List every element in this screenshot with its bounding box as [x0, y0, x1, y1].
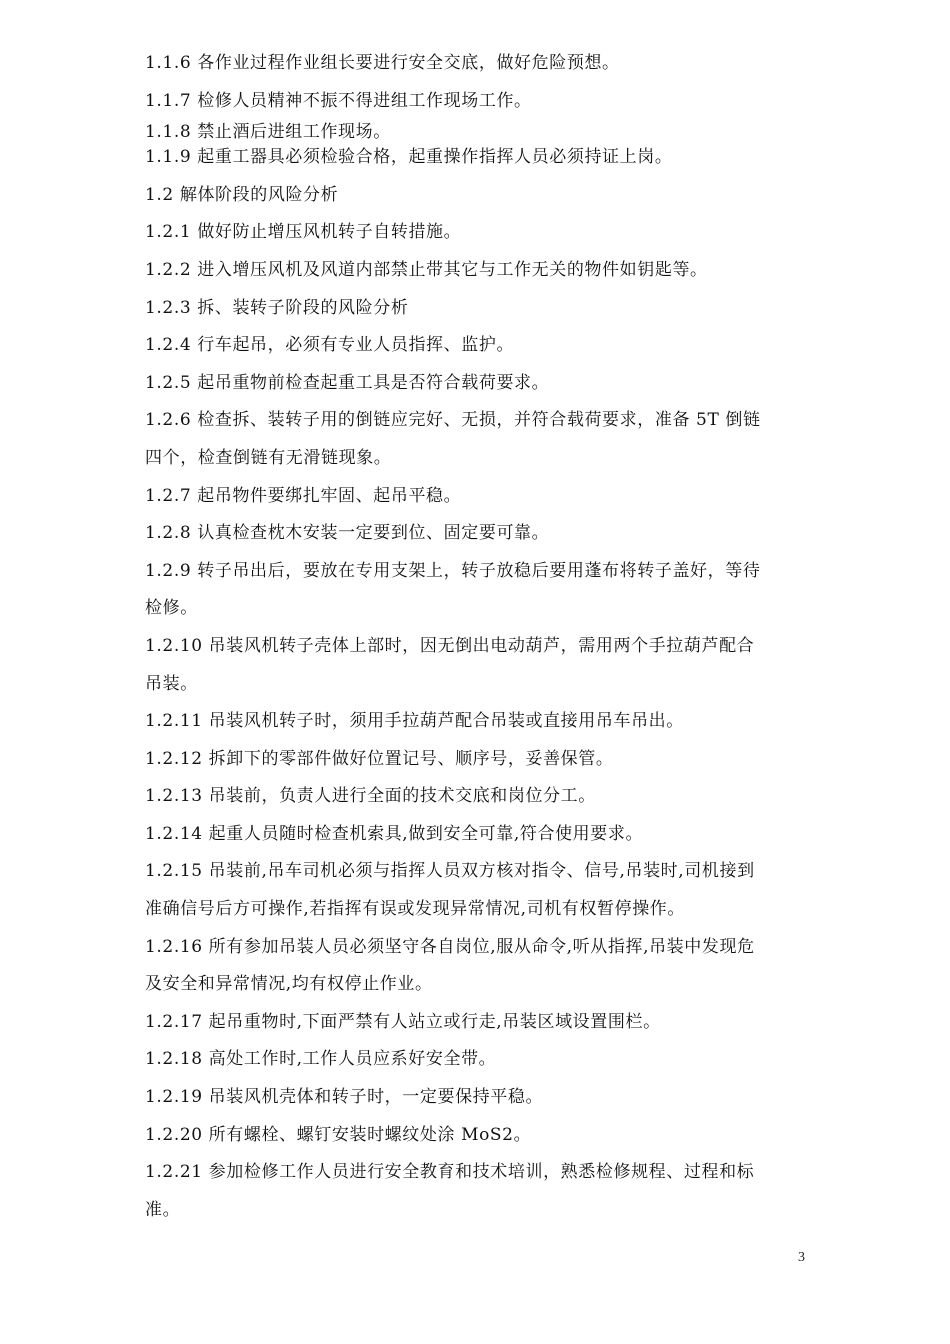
text-line: 1.2.18 高处工作时,工作人员应系好安全带。: [145, 1049, 497, 1070]
text-line: 1.2.14 起重人员随时检查机索具,做到安全可靠,符合使用要求。: [145, 823, 644, 844]
text-line: 吊装。: [145, 673, 198, 694]
text-line: 1.2.13 吊装前，负责人进行全面的技术交底和岗位分工。: [145, 786, 596, 807]
text-line: 1.2.10 吊装风机转子壳体上部时，因无倒出电动葫芦，需用两个手拉葫芦配合: [145, 635, 755, 656]
text-line: 1.2.5 起吊重物前检查起重工具是否符合载荷要求。: [145, 372, 550, 393]
text-line: 1.1.8 禁止酒后进组工作现场。: [145, 122, 391, 143]
text-line: 1.2.7 起吊物件要绑扎牢固、起吊平稳。: [145, 485, 462, 506]
text-line: 1.1.6 各作业过程作业组长要进行安全交底，做好危险预想。: [145, 53, 620, 73]
text-line: 1.2.16 所有参加吊装人员必须坚守各自岗位,服从命令,听从指挥,吊装中发现危: [145, 936, 755, 957]
text-line: 准。: [145, 1199, 181, 1220]
document-body: [145, 48, 810, 1232]
text-line: 1.2.15 吊装前,吊车司机必须与指挥人员双方核对指令、信号,吊装时,司机接到: [145, 861, 755, 882]
text-line: 1.2.2 进入增压风机及风道内部禁止带其它与工作无关的物件如钥匙等。: [145, 259, 708, 280]
text-line: 1.2.20 所有螺栓、螺钉安装时螺纹处涂 MoS2。: [145, 1124, 532, 1145]
text-line: 1.2.6 检查拆、装转子用的倒链应完好、无损，并符合载荷要求，准备 5T 倒链: [145, 410, 761, 431]
text-line: 1.2.12 拆卸下的零部件做好位置记号、顺序号，妥善保管。: [145, 748, 614, 769]
text-line: 1.2.8 认真检查枕木安装一定要到位、固定要可靠。: [145, 523, 550, 544]
text-line: 四个，检查倒链有无滑链现象。: [145, 447, 392, 468]
text-line: 及安全和异常情况,均有权停止作业。: [145, 974, 433, 995]
text-line: 1.2.11 吊装风机转子时，须用手拉葫芦配合吊装或直接用吊车吊出。: [145, 711, 684, 732]
text-line: 1.2.19 吊装风机壳体和转子时，一定要保持平稳。: [145, 1087, 544, 1108]
text-line: 1.2.9 转子吊出后，要放在专用支架上，转子放稳后要用蓬布将转子盖好，等待: [145, 560, 761, 581]
text-line: 1.2.17 起吊重物时,下面严禁有人站立或行走,吊装区域设置围栏。: [145, 1011, 661, 1032]
text-line: 1.2.1 做好防止增压风机转子自转措施。: [145, 222, 462, 243]
text-line: 检修。: [145, 598, 198, 619]
text-line: 1.1.9 起重工器具必须检验合格，起重操作指挥人员必须持证上岗。: [145, 147, 673, 168]
text-line: 1.2.21 参加检修工作人员进行安全教育和技术培训，熟悉检修规程、过程和标: [145, 1162, 755, 1183]
section-heading: 1.2 解体阶段的风险分析: [145, 184, 339, 205]
text-line: 1.1.7 检修人员精神不振不得进组工作现场工作。: [145, 90, 532, 111]
text-line: 1.2.3 拆、装转子阶段的风险分析: [145, 297, 409, 318]
page-number: 3: [798, 1250, 805, 1265]
text-line: 1.2.4 行车起吊，必须有专业人员指挥、监护。: [145, 335, 515, 356]
text-line: 准确信号后方可操作,若指挥有误或发现异常情况,司机有权暂停操作。: [145, 899, 686, 920]
